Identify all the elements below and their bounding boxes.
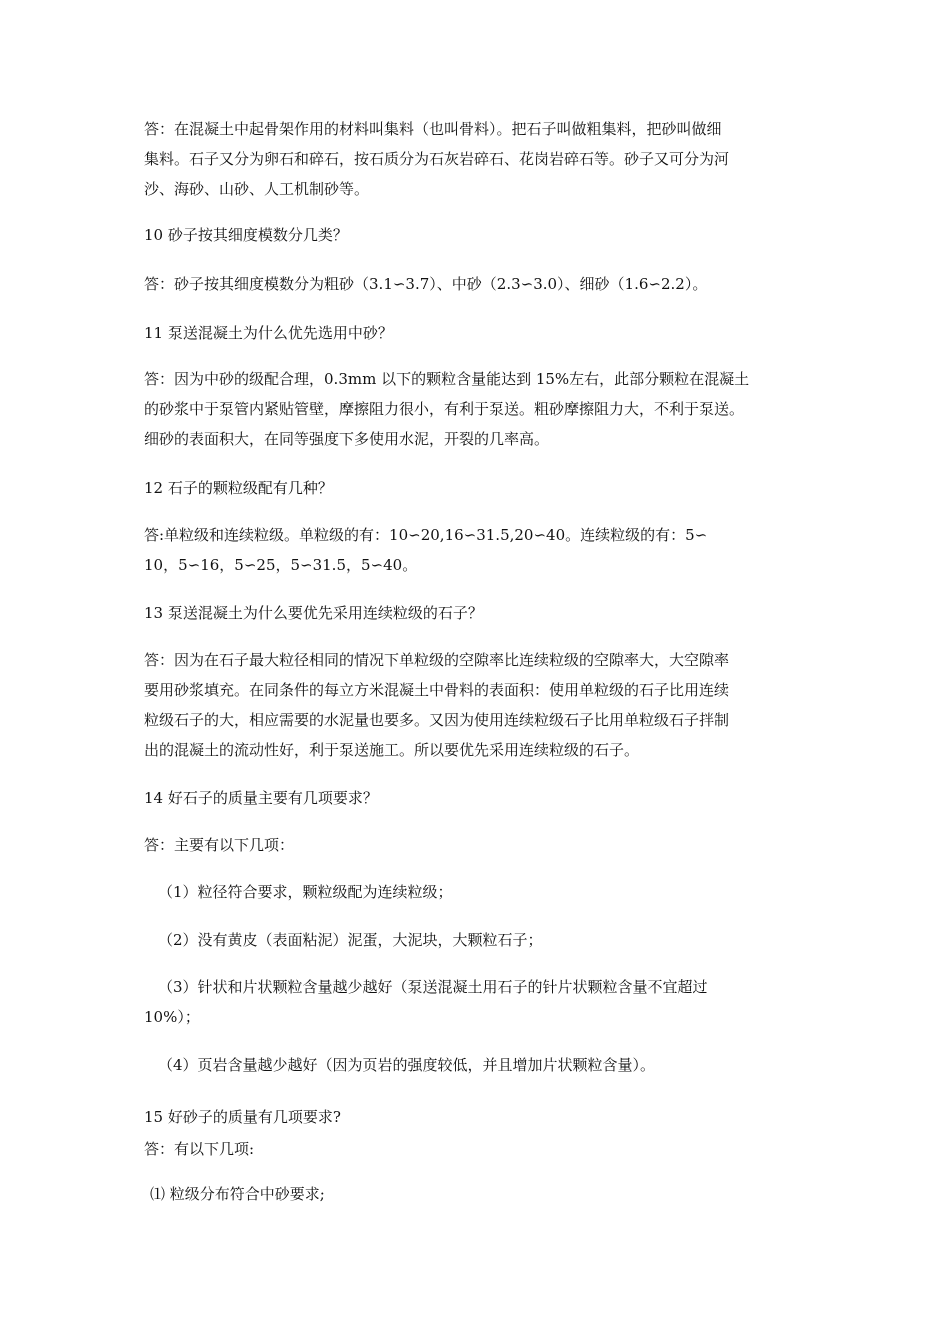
answer-9 xyxy=(144,114,824,204)
answer-13-line-2: 要用砂浆填充。在同条件的每立方米混凝土中骨料的表面积：使用单粒级的石子比用连续 xyxy=(144,681,730,699)
answer-11-line-3: 细砂的表面积大，在同等强度下多使用水泥，开裂的几率高。 xyxy=(144,430,550,448)
answer-9-line-2: 集料。石子又分为卵石和碎石，按石质分为石灰岩碎石、花岗岩碎石等。砂子又可分为河 xyxy=(144,150,730,168)
answer-10: 答：砂子按其细度模数分为粗砂（3.1∽3.7）、中砂（2.3∽3.0）、细砂（1.6∽2.2）。 xyxy=(144,275,708,293)
answer-15-item-1: ⑴ 粒级分布符合中砂要求; xyxy=(150,1185,325,1203)
answer-14-item-3 xyxy=(158,972,818,1002)
answer-14-item-3-line-2: 10%）； xyxy=(144,1008,200,1026)
question-10: 10 砂子按其细度模数分几类？ xyxy=(144,226,348,244)
answer-11 xyxy=(144,364,824,454)
answer-12-line-2: 10，5∽16，5∽25，5∽31.5，5∽40。 xyxy=(144,556,418,574)
answer-14-item-1: （1）粒径符合要求，颗粒级配为连续粒级； xyxy=(158,883,453,901)
answer-12 xyxy=(144,520,824,580)
answer-14-item-4: （4）页岩含量越少越好（因为页岩的强度较低，并且增加片状颗粒含量）。 xyxy=(158,1056,656,1074)
answer-12-line-1: 答:单粒级和连续粒级。单粒级的有：10∽20,16∽31.5,20∽40。连续粒级的有：5∽ xyxy=(144,526,708,544)
question-11: 11 泵送混凝土为什么优先选用中砂？ xyxy=(144,324,393,342)
answer-9-line-1: 答：在混凝土中起骨架作用的材料叫集料（也叫骨料）。把石子叫做粗集料，把砂叫做细 xyxy=(144,120,722,138)
question-14: 14 好石子的质量主要有几项要求？ xyxy=(144,789,378,807)
answer-13-line-3: 粒级石子的大，相应需要的水泥量也要多。又因为使用连续粒级石子比用单粒级石子拌制 xyxy=(144,711,730,729)
answer-13-line-1: 答：因为在石子最大粒径相同的情况下单粒级的空隙率比连续粒级的空隙率大，大空隙率 xyxy=(144,651,730,669)
answer-11-line-2: 的砂浆中于泵管内紧贴管壁，摩擦阻力很小，有利于泵送。粗砂摩擦阻力大，不利于泵送。 xyxy=(144,400,745,418)
question-12: 12 石子的颗粒级配有几种？ xyxy=(144,479,333,497)
question-13: 13 泵送混凝土为什么要优先采用连续粒级的石子？ xyxy=(144,604,483,622)
answer-11-line-1: 答：因为中砂的级配合理，0.3mm 以下的颗粒含量能达到 15%左右，此部分颗粒在混凝土 xyxy=(144,370,750,388)
question-15: 15 好砂子的质量有几项要求? xyxy=(144,1108,341,1126)
answer-13 xyxy=(144,645,824,765)
answer-14-item-3-line-1: （3）针状和片状颗粒含量越少越好（泵送混凝土用石子的针片状颗粒含量不宜超过 xyxy=(158,978,708,996)
answer-15-intro: 答：有以下几项: xyxy=(144,1140,255,1158)
answer-14-intro: 答：主要有以下几项： xyxy=(144,836,295,854)
answer-14-item-3-continued xyxy=(144,1002,824,1032)
answer-14-item-2: （2）没有黄皮（表面粘泥）泥蛋，大泥块，大颗粒石子； xyxy=(158,931,543,949)
answer-9-line-3: 沙、海砂、山砂、人工机制砂等。 xyxy=(144,180,370,198)
answer-13-line-4: 出的混凝土的流动性好，利于泵送施工。所以要优先采用连续粒级的石子。 xyxy=(144,741,640,759)
